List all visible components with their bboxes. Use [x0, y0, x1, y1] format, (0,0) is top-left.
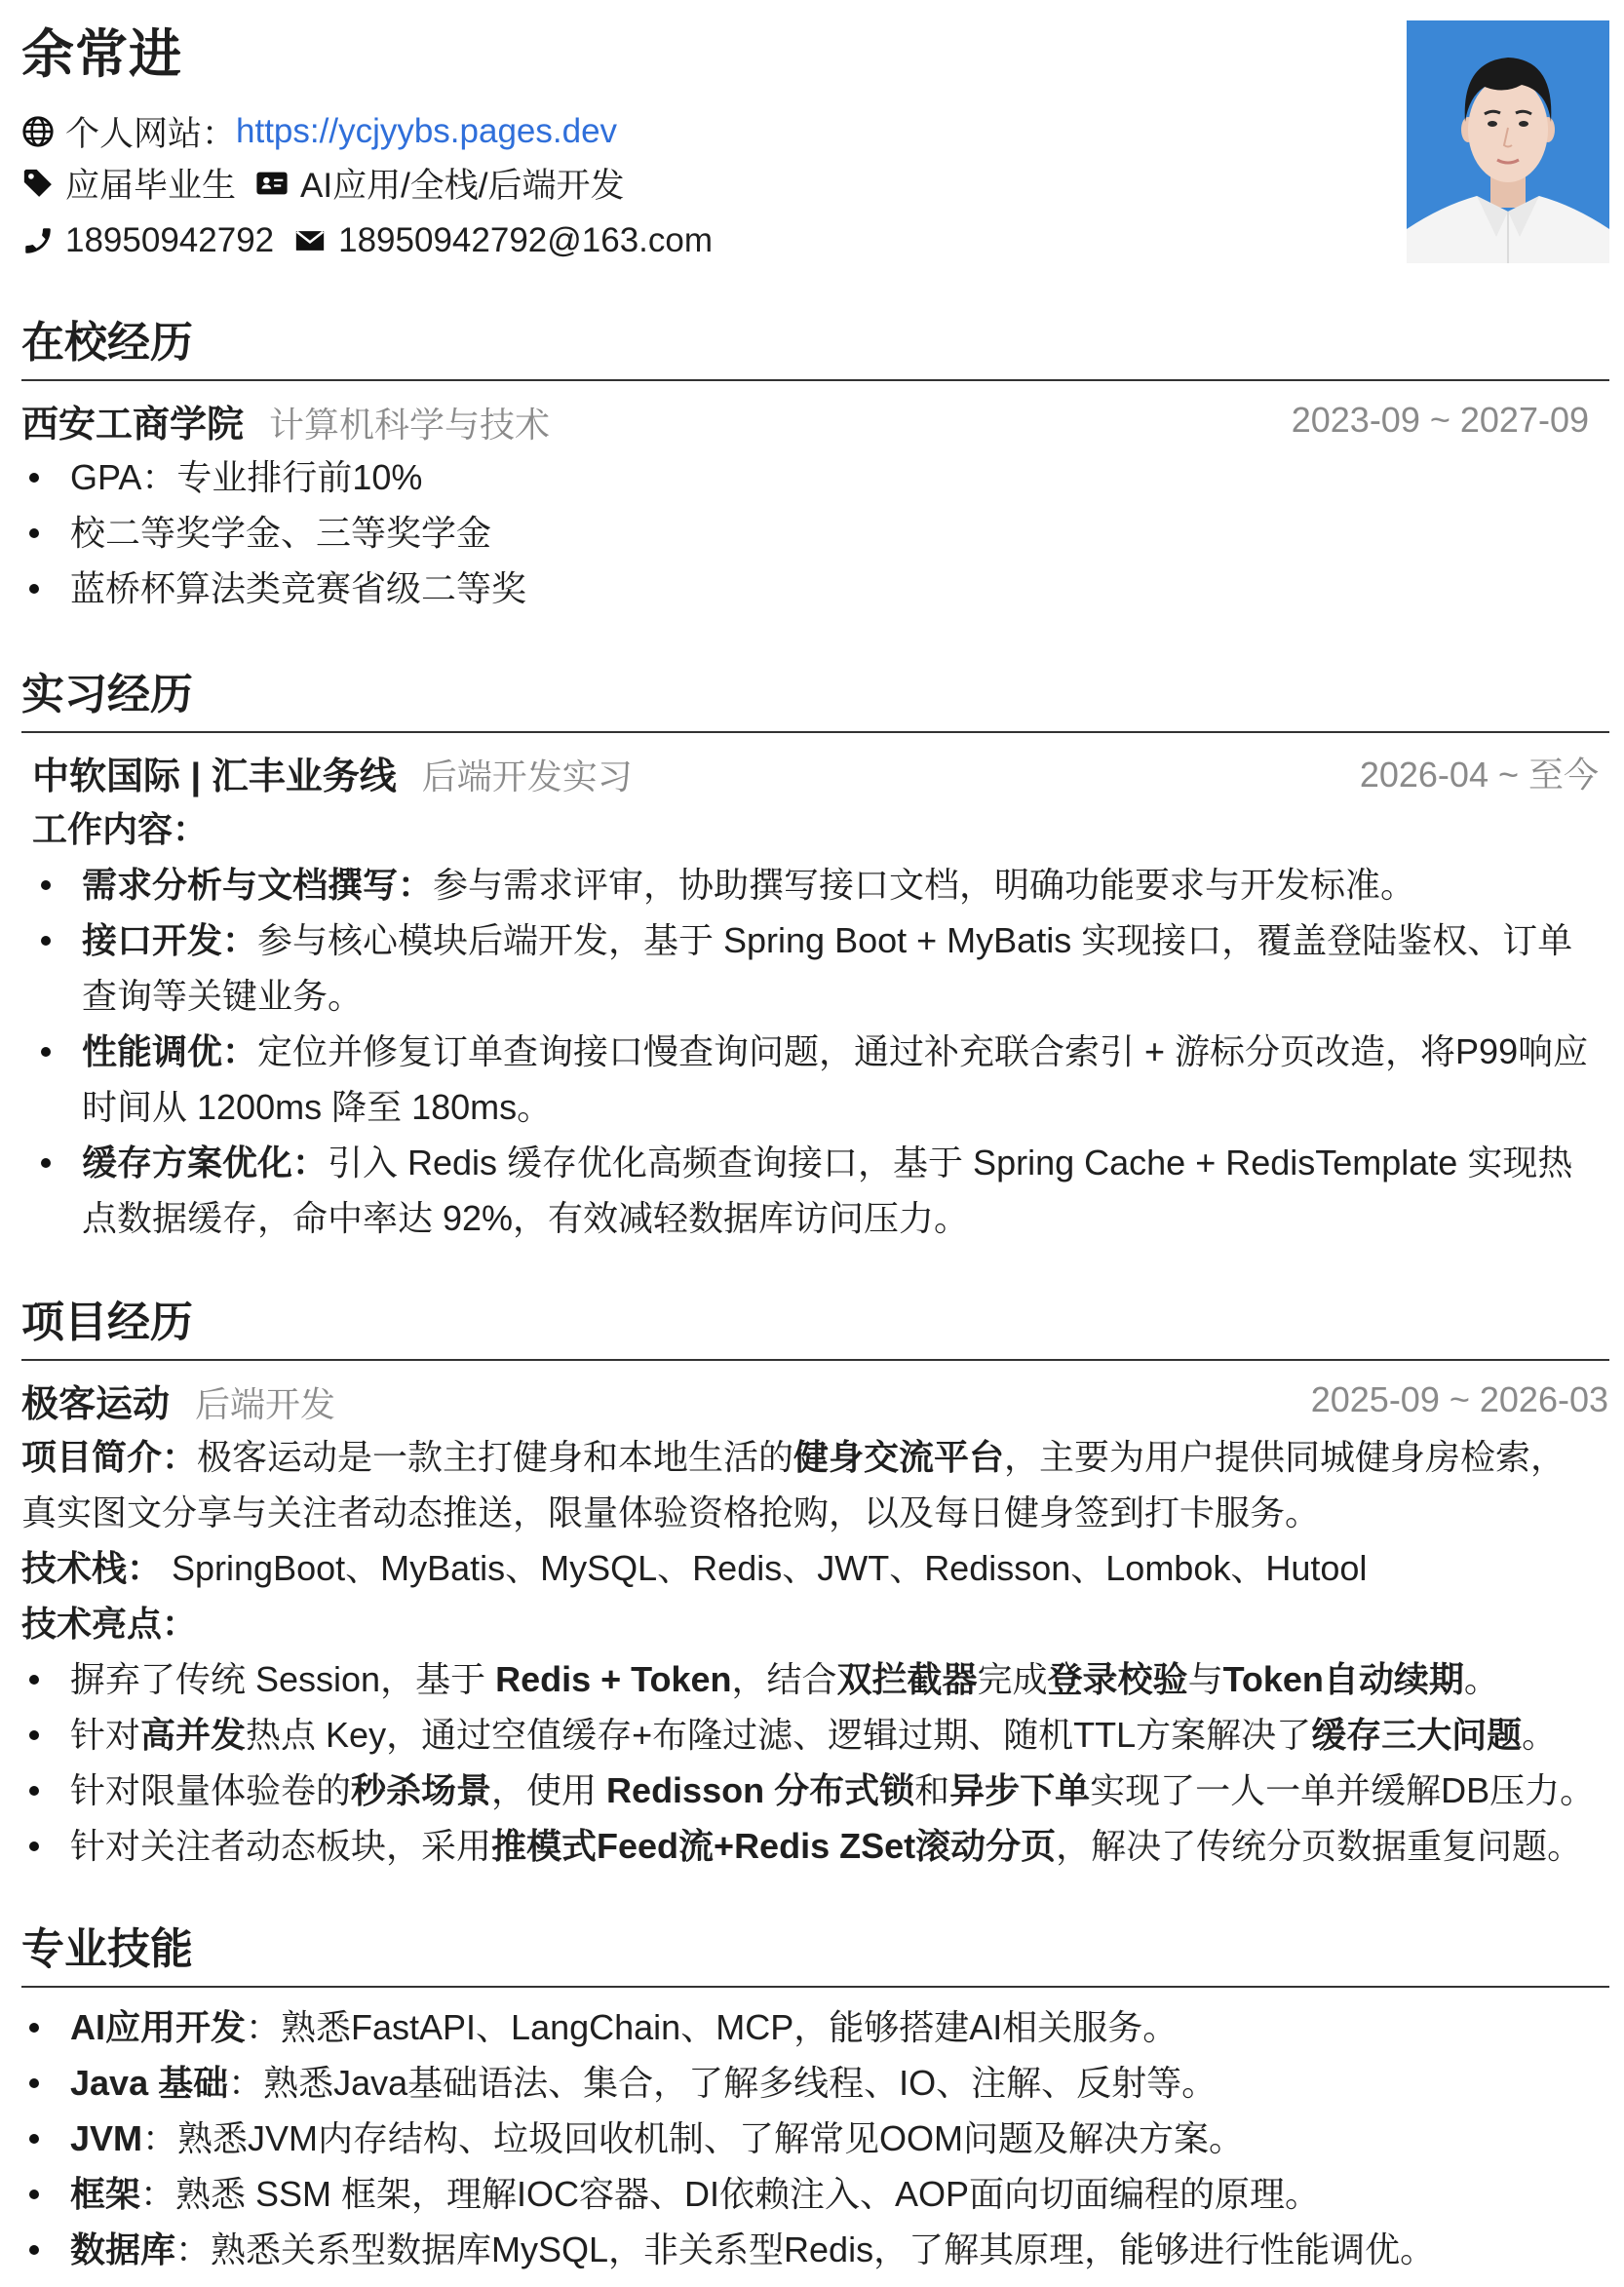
section-title: 专业技能 — [21, 1925, 193, 1973]
highlight-text: 实现了一人一单并缓解DB压力。 — [1090, 1770, 1596, 1810]
highlight-text: 。 — [1522, 1715, 1558, 1755]
highlight-text: 与 — [1187, 1659, 1223, 1699]
section-divider — [21, 379, 1609, 381]
skill-label: 框架 — [70, 2174, 141, 2214]
highlight-emphasis: Token自动续期 — [1222, 1659, 1464, 1699]
skill-text: ：熟悉Java基础语法、集合，了解多线程、IO、注解、反射等。 — [228, 2063, 1218, 2103]
highlight-item — [70, 1651, 1620, 1707]
education-entry — [21, 393, 1589, 447]
skill-label: AI应用开发 — [70, 2007, 247, 2047]
list-item: 校二等奖学金、三等奖学金 — [70, 505, 1610, 561]
item-text: 参与需求评审，协助撰写接口文档，明确功能要求与开发标准。 — [433, 865, 1416, 905]
section-divider — [21, 1359, 1609, 1361]
list-item: GPA：专业排行前10% — [70, 449, 1610, 505]
highlight-item — [70, 1707, 1620, 1763]
contact-phone-email-row — [21, 213, 713, 268]
project-role: 后端开发 — [195, 1383, 336, 1424]
highlight-emphasis: 缓存三大问题 — [1311, 1715, 1523, 1755]
internship-section — [0, 668, 1624, 1246]
skill-label: JVM — [70, 2118, 143, 2158]
intro-emphasis: 健身交流平台 — [793, 1437, 1005, 1477]
contact-status-row — [21, 156, 625, 211]
highlight-emphasis: 异步下单 — [949, 1770, 1091, 1810]
candidate-name: 余常进 — [21, 25, 182, 84]
list-item — [82, 857, 1598, 912]
item-label: 需求分析与文档撰写： — [82, 865, 434, 905]
target-roles: AI应用/全栈/后端开发 — [300, 167, 625, 205]
skills-list — [0, 1999, 1624, 2277]
highlights-list — [0, 1651, 1624, 1874]
list-item — [82, 912, 1598, 1024]
skill-label: Java 基础 — [70, 2063, 229, 2103]
internship-list — [0, 857, 1624, 1246]
highlight-text: 完成 — [977, 1659, 1048, 1699]
tech-stack — [21, 1540, 1583, 1596]
item-label: 缓存方案优化： — [82, 1143, 329, 1182]
item-text: 定位并修复订单查询接口慢查询问题，通过补充联合索引 + 游标分页改造，将P99响应时间从 1200ms 降至 180ms。 — [82, 1031, 1589, 1127]
item-text: 引入 Redis 缓存优化高频查询接口，基于 Spring Cache + RedisTemplate 实现热点数据缓存，命中率达 92%，有效减轻数据库访问压力。 — [82, 1143, 1573, 1238]
website-link[interactable]: https://ycjyybs.pages.dev — [236, 112, 618, 150]
skill-item — [70, 2055, 1620, 2111]
tech-stack-label: 技术栈： — [21, 1548, 163, 1588]
section-title: 实习经历 — [21, 671, 193, 718]
position: 后端开发实习 — [421, 756, 633, 796]
profile-photo — [1407, 20, 1609, 263]
skill-label: 数据库 — [70, 2229, 176, 2269]
list-item — [82, 1135, 1598, 1246]
item-label: 性能调优： — [82, 1031, 258, 1071]
skill-item — [70, 1999, 1620, 2055]
phone-icon — [21, 224, 55, 257]
section-title: 项目经历 — [21, 1299, 193, 1346]
item-text: 参与核心模块后端开发，基于 Spring Boot + MyBatis 实现接口，覆盖登陆鉴权、订单查询等关键业务。 — [82, 920, 1573, 1016]
highlight-text: 。 — [1463, 1659, 1499, 1699]
skill-item — [70, 2222, 1620, 2277]
project-intro — [21, 1429, 1583, 1540]
tag-icon — [21, 167, 55, 200]
highlight-text: 和 — [914, 1770, 950, 1810]
highlight-item — [70, 1763, 1620, 1818]
skill-item — [70, 2166, 1620, 2222]
work-content-label: 工作内容： — [32, 809, 209, 849]
highlight-text: 热点 Key，通过空值缓存+布隆过滤、逻辑过期、随机TTL方案解决了 — [246, 1715, 1312, 1755]
highlight-text: 针对限量体验卷的 — [70, 1770, 352, 1810]
list-item — [82, 1024, 1598, 1135]
skill-item — [70, 2111, 1620, 2166]
major: 计算机科学与技术 — [269, 404, 551, 445]
item-label: 接口开发： — [82, 920, 258, 960]
highlight-emphasis: 高并发 — [140, 1715, 247, 1755]
intro-text: 极客运动是一款主打健身和本地生活的 — [197, 1437, 794, 1477]
company-name: 中软国际 | 汇丰业务线 — [32, 756, 397, 797]
internship-period: 2026-04 ~ 至今 — [1359, 754, 1599, 795]
intro-label: 项目简介： — [21, 1437, 198, 1477]
list-item: 蓝桥杯算法类竞赛省级二等奖 — [70, 561, 1610, 616]
highlight-emphasis: 推模式Feed流+Redis ZSet滚动分页 — [491, 1826, 1057, 1866]
section-divider — [21, 731, 1609, 733]
contact-website-row — [21, 104, 617, 159]
skills-section — [0, 1922, 1624, 2277]
highlight-emphasis: 双拦截器 — [836, 1659, 978, 1699]
highlight-text: 针对关注者动态板块，采用 — [70, 1826, 492, 1866]
highlight-item — [70, 1818, 1620, 1874]
project-period: 2025-09 ~ 2026-03 — [1310, 1379, 1608, 1419]
highlight-emphasis: 登录校验 — [1047, 1659, 1188, 1699]
skill-text: ：熟悉 SSM 框架，理解IOC容器、DI依赖注入、AOP面向切面编程的原理。 — [140, 2174, 1321, 2214]
education-list — [0, 449, 1624, 616]
skill-text: ：熟悉JVM内存结构、垃圾回收机制、了解常见OOM问题及解决方案。 — [142, 2118, 1245, 2158]
highlight-emphasis: Redisson 分布式锁 — [606, 1770, 915, 1810]
highlight-text: ，解决了传统分页数据重复问题。 — [1056, 1826, 1583, 1866]
intro-text: ，主要为用户提供同城健身房检索，真实图文分享与关注者动态推送，限量体验资格抢购，以及每日健身签到打卡服务。 — [21, 1437, 1566, 1532]
education-period: 2023-09 ~ 2027-09 — [1291, 400, 1589, 440]
highlight-text: ，结合 — [731, 1659, 837, 1699]
project-name: 极客运动 — [21, 1383, 171, 1425]
highlight-text: ，使用 — [491, 1770, 607, 1810]
website-label: 个人网站： — [65, 115, 237, 153]
phone-number: 18950942792 — [65, 221, 275, 259]
project-section — [0, 1296, 1624, 1874]
highlight-emphasis: Redis + Token — [495, 1659, 732, 1699]
highlight-emphasis: 秒杀场景 — [351, 1770, 492, 1810]
project-entry — [21, 1373, 1608, 1427]
school-name: 西安工商学院 — [21, 404, 245, 446]
graduate-status: 应届毕业生 — [65, 167, 237, 205]
tech-stack-value: SpringBoot、MyBatis、MySQL、Redis、JWT、Redisson、Lombok、Hutool — [172, 1548, 1368, 1588]
section-divider — [21, 1986, 1609, 1988]
id-card-icon — [255, 167, 289, 200]
email-address: 18950942792@163.com — [338, 221, 714, 259]
highlight-text: 摒弃了传统 Session，基于 — [70, 1659, 496, 1699]
highlight-text: 针对 — [70, 1715, 141, 1755]
skill-text: ：熟悉FastAPI、LangChain、MCP，能够搭建AI相关服务。 — [246, 2007, 1179, 2047]
education-section — [0, 316, 1624, 616]
highlights-label: 技术亮点： — [21, 1604, 198, 1644]
globe-icon — [21, 115, 55, 148]
skill-text: ：熟悉关系型数据库MySQL，非关系型Redis，了解其原理，能够进行性能调优。 — [175, 2229, 1436, 2269]
section-title: 在校经历 — [21, 319, 193, 367]
mail-icon — [293, 224, 327, 257]
internship-entry — [32, 745, 1599, 799]
